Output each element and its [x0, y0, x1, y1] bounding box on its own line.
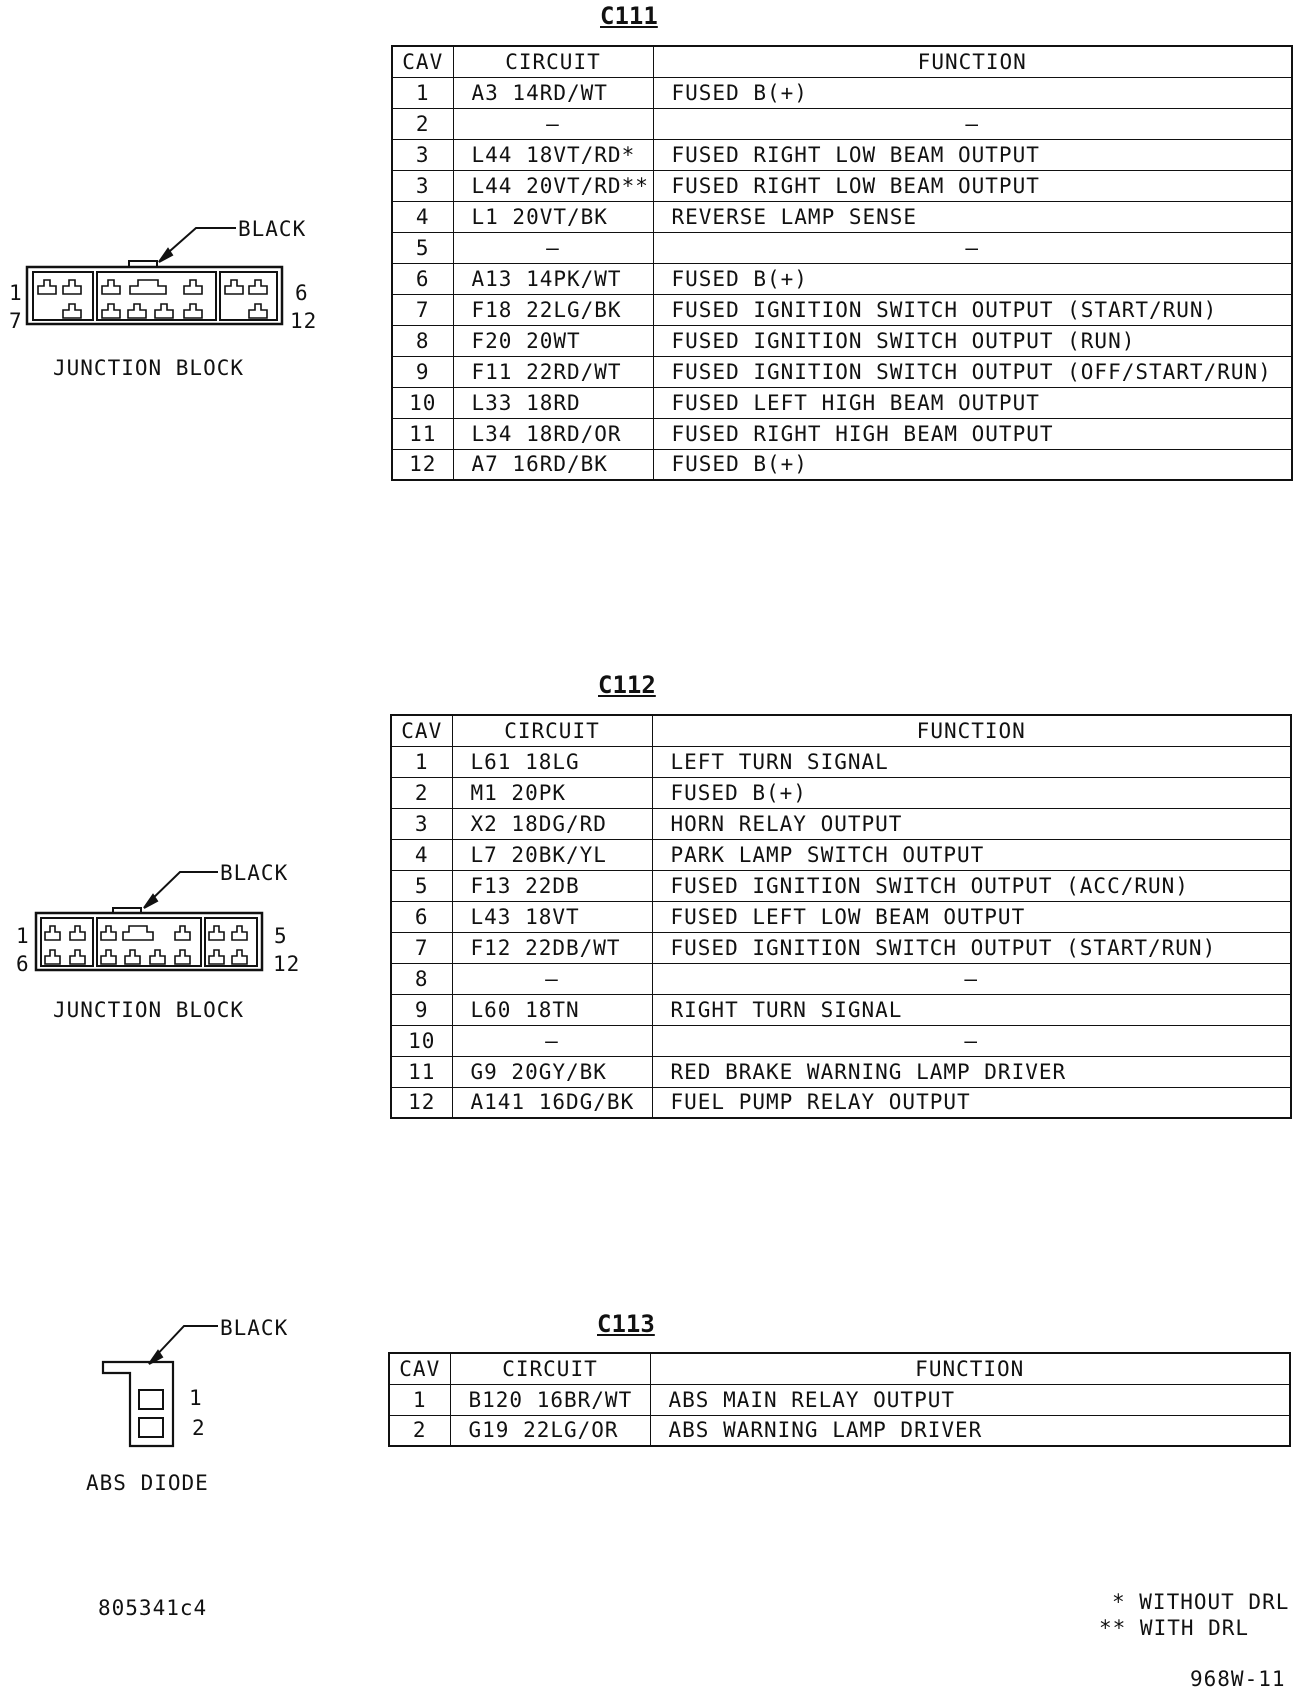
cav-cell: 9	[392, 356, 453, 387]
circuit-header: CIRCUIT	[453, 46, 653, 77]
table-row	[392, 418, 1292, 449]
function-cell: FUSED LEFT LOW BEAM OUTPUT	[652, 901, 1291, 932]
circuit-cell: L1 20VT/BK	[453, 201, 653, 232]
function-cell: FUSED B(+)	[653, 263, 1292, 294]
c111-table	[391, 45, 1293, 481]
c113-title: C113	[597, 1310, 655, 1338]
circuit-cell: L43 18VT	[452, 901, 652, 932]
circuit-cell: A141 16DG/BK	[452, 1087, 652, 1118]
function-cell: FUSED B(+)	[653, 77, 1292, 108]
circuit-cell: L7 20BK/YL	[452, 839, 652, 870]
function-cell: FUSED RIGHT LOW BEAM OUTPUT	[653, 170, 1292, 201]
circuit-cell: M1 20PK	[452, 777, 652, 808]
c112-pin-6-label: 6	[16, 952, 30, 976]
table-row	[391, 870, 1291, 901]
table-row	[389, 1415, 1290, 1446]
cav-cell: 8	[392, 325, 453, 356]
c111-title: C111	[600, 2, 658, 30]
c113-pin-1-label: 1	[189, 1386, 203, 1410]
circuit-cell: –	[452, 963, 652, 994]
cav-cell: 3	[391, 808, 452, 839]
function-header: FUNCTION	[650, 1353, 1290, 1384]
c111-color-label: BLACK	[238, 217, 307, 241]
circuit-cell: X2 18DG/RD	[452, 808, 652, 839]
table-row	[391, 1087, 1291, 1118]
c111-pin-7-label: 7	[9, 309, 23, 333]
table-row	[391, 839, 1291, 870]
table-row	[392, 232, 1292, 263]
function-cell: FUSED IGNITION SWITCH OUTPUT (OFF/START/RUN)	[653, 356, 1292, 387]
cav-header: CAV	[392, 46, 453, 77]
cav-cell: 7	[392, 294, 453, 325]
footnote-with-drl: ** WITH DRL	[1099, 1616, 1250, 1640]
cav-cell: 4	[391, 839, 452, 870]
circuit-cell: L61 18LG	[452, 746, 652, 777]
cav-cell: 11	[391, 1056, 452, 1087]
cav-cell: 5	[391, 870, 452, 901]
function-cell: –	[653, 232, 1292, 263]
table-row	[391, 1056, 1291, 1087]
function-cell: FUSED B(+)	[653, 449, 1292, 480]
c113-table	[388, 1352, 1291, 1447]
table-row	[391, 1025, 1291, 1056]
cav-cell: 2	[389, 1415, 450, 1446]
circuit-cell: A3 14RD/WT	[453, 77, 653, 108]
cav-cell: 3	[392, 170, 453, 201]
cav-cell: 2	[392, 108, 453, 139]
table-row	[392, 170, 1292, 201]
table-row	[392, 77, 1292, 108]
function-cell: –	[652, 963, 1291, 994]
function-cell: PARK LAMP SWITCH OUTPUT	[652, 839, 1291, 870]
circuit-cell: G19 22LG/OR	[450, 1415, 650, 1446]
function-cell: FUSED B(+)	[652, 777, 1291, 808]
function-cell: FUSED IGNITION SWITCH OUTPUT (ACC/RUN)	[652, 870, 1291, 901]
circuit-cell: G9 20GY/BK	[452, 1056, 652, 1087]
function-cell: –	[652, 1025, 1291, 1056]
c112-pin-5-label: 5	[274, 924, 288, 948]
c112-title: C112	[598, 671, 656, 699]
table-row	[392, 356, 1292, 387]
table-row	[392, 201, 1292, 232]
function-cell: LEFT TURN SIGNAL	[652, 746, 1291, 777]
cav-cell: 9	[391, 994, 452, 1025]
c112-connector-name: JUNCTION BLOCK	[53, 998, 245, 1022]
table-row	[391, 777, 1291, 808]
table-row	[391, 932, 1291, 963]
cav-cell: 1	[392, 77, 453, 108]
table-row	[391, 808, 1291, 839]
function-header: FUNCTION	[653, 46, 1292, 77]
circuit-cell: F20 20WT	[453, 325, 653, 356]
cav-cell: 3	[392, 139, 453, 170]
circuit-cell: F12 22DB/WT	[452, 932, 652, 963]
cav-cell: 10	[392, 387, 453, 418]
function-cell: FUSED RIGHT HIGH BEAM OUTPUT	[653, 418, 1292, 449]
c113-color-label: BLACK	[220, 1316, 289, 1340]
circuit-cell: F13 22DB	[452, 870, 652, 901]
circuit-cell: L33 18RD	[453, 387, 653, 418]
c111-pin-1-label: 1	[9, 281, 23, 305]
image-code: 805341c4	[98, 1596, 208, 1620]
table-row	[392, 108, 1292, 139]
circuit-header: CIRCUIT	[452, 715, 652, 746]
function-cell: REVERSE LAMP SENSE	[653, 201, 1292, 232]
cav-cell: 2	[391, 777, 452, 808]
table-row	[392, 449, 1292, 480]
function-cell: FUSED IGNITION SWITCH OUTPUT (RUN)	[653, 325, 1292, 356]
function-cell: FUSED RIGHT LOW BEAM OUTPUT	[653, 139, 1292, 170]
c113-connector-name: ABS DIODE	[86, 1471, 209, 1495]
cav-cell: 7	[391, 932, 452, 963]
footnote-without-drl: * WITHOUT DRL	[1112, 1590, 1290, 1614]
table-row	[392, 325, 1292, 356]
c112-connector-diagram	[0, 860, 300, 980]
c111-pin-12-label: 12	[290, 309, 318, 333]
circuit-cell: F11 22RD/WT	[453, 356, 653, 387]
table-row	[392, 263, 1292, 294]
table-header-row	[392, 46, 1292, 77]
function-cell: FUSED IGNITION SWITCH OUTPUT (START/RUN)	[652, 932, 1291, 963]
c112-table	[390, 714, 1292, 1119]
table-header-row	[391, 715, 1291, 746]
function-cell: RED BRAKE WARNING LAMP DRIVER	[652, 1056, 1291, 1087]
c111-connector-diagram	[0, 0, 300, 340]
function-cell: –	[653, 108, 1292, 139]
circuit-cell: A13 14PK/WT	[453, 263, 653, 294]
cav-cell: 8	[391, 963, 452, 994]
function-header: FUNCTION	[652, 715, 1291, 746]
function-cell: FUSED IGNITION SWITCH OUTPUT (START/RUN)	[653, 294, 1292, 325]
c111-pin-6-label: 6	[295, 281, 309, 305]
cav-cell: 5	[392, 232, 453, 263]
c112-color-label: BLACK	[220, 861, 289, 885]
c111-connector-name: JUNCTION BLOCK	[53, 356, 245, 380]
c113-connector-diagram	[0, 1310, 300, 1460]
circuit-cell: –	[453, 232, 653, 263]
c112-pin-1-label: 1	[16, 924, 30, 948]
table-row	[391, 994, 1291, 1025]
circuit-cell: –	[453, 108, 653, 139]
function-cell: HORN RELAY OUTPUT	[652, 808, 1291, 839]
cav-cell: 10	[391, 1025, 452, 1056]
function-cell: RIGHT TURN SIGNAL	[652, 994, 1291, 1025]
c113-pin-2-label: 2	[192, 1416, 206, 1440]
cav-cell: 1	[391, 746, 452, 777]
circuit-cell: L44 20VT/RD**	[453, 170, 653, 201]
cav-cell: 6	[391, 901, 452, 932]
function-cell: FUEL PUMP RELAY OUTPUT	[652, 1087, 1291, 1118]
circuit-cell: F18 22LG/BK	[453, 294, 653, 325]
circuit-cell: L34 18RD/OR	[453, 418, 653, 449]
function-cell: ABS WARNING LAMP DRIVER	[650, 1415, 1290, 1446]
cav-cell: 1	[389, 1384, 450, 1415]
cav-cell: 12	[391, 1087, 452, 1118]
circuit-cell: –	[452, 1025, 652, 1056]
cav-header: CAV	[391, 715, 452, 746]
function-cell: FUSED LEFT HIGH BEAM OUTPUT	[653, 387, 1292, 418]
cav-cell: 4	[392, 201, 453, 232]
table-row	[389, 1384, 1290, 1415]
cav-cell: 6	[392, 263, 453, 294]
c112-pin-12-label: 12	[273, 952, 301, 976]
circuit-cell: L44 18VT/RD*	[453, 139, 653, 170]
table-row	[392, 387, 1292, 418]
function-cell: ABS MAIN RELAY OUTPUT	[650, 1384, 1290, 1415]
table-row	[392, 294, 1292, 325]
table-header-row	[389, 1353, 1290, 1384]
cav-header: CAV	[389, 1353, 450, 1384]
cav-cell: 12	[392, 449, 453, 480]
circuit-cell: B120 16BR/WT	[450, 1384, 650, 1415]
table-row	[392, 139, 1292, 170]
table-row	[391, 963, 1291, 994]
circuit-cell: A7 16RD/BK	[453, 449, 653, 480]
circuit-header: CIRCUIT	[450, 1353, 650, 1384]
table-row	[391, 901, 1291, 932]
circuit-cell: L60 18TN	[452, 994, 652, 1025]
cav-cell: 11	[392, 418, 453, 449]
table-row	[391, 746, 1291, 777]
page-code: 968W-11	[1190, 1667, 1286, 1691]
